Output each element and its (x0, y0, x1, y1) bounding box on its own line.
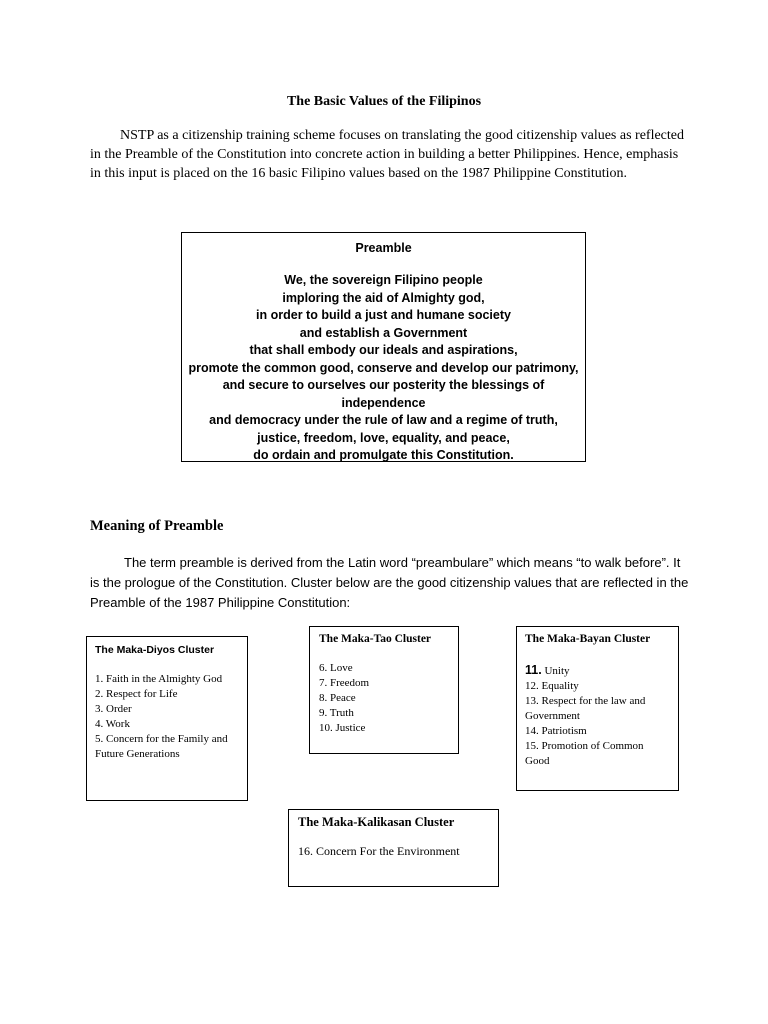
preamble-line: that shall embody our ideals and aspirations, (249, 343, 518, 357)
list-item: 6. Love (319, 662, 353, 674)
list-item: 2. Respect for Life (95, 688, 178, 700)
meaning-paragraph: The term preamble is derived from the Latin word “preambulare” which means “to walk before”. It is the prologue of the Constitution. Cluster below are the good citizenship values that are reflected in the Preamble of the 1987 Philippine Constitution: (90, 555, 689, 610)
cluster-list (525, 663, 670, 769)
preamble-line: do ordain and promulgate this Constitution. (253, 448, 514, 462)
cluster-title: The Maka-Bayan Cluster (525, 633, 651, 645)
preamble-line: promote the common good, conserve and develop our patrimony, (188, 360, 579, 375)
list-item (525, 663, 670, 679)
cluster-maka-bayan (516, 626, 679, 791)
list-item: 7. Freedom (319, 677, 370, 689)
preamble-line: We, the sovereign Filipino people (284, 273, 483, 287)
list-item: 10. Justice (319, 722, 366, 734)
list-item: 16. Concern For the Environment (298, 844, 460, 858)
list-item: 4. Work (95, 718, 130, 730)
meaning-heading: Meaning of Preamble (90, 518, 224, 534)
list-item: 15. Promotion of Common Good (525, 740, 644, 767)
list-item: 1. Faith in the Almighty God (95, 673, 223, 685)
list-item: 14. Patriotism (525, 725, 587, 737)
cluster-list (95, 672, 239, 762)
cluster-maka-diyos (86, 636, 248, 801)
list-item: 3. Order (95, 703, 132, 715)
preamble-line: and secure to ourselves our posterity the blessings of independence (222, 378, 545, 410)
cluster-maka-kalikasan (288, 809, 499, 887)
cluster-list (319, 661, 449, 736)
cluster-title: The Maka-Kalikasan Cluster (298, 815, 455, 829)
item-text: Unity (541, 665, 570, 677)
intro-paragraph: NSTP as a citizenship training scheme focuses on translating the good citizenship values as reflected in the Preamble of the Constitution into concrete action in building a better Philippines. Hence, emphasis in this input is placed on the 16 basic Filipino values based on the 1987 Philippine Constitution. (90, 128, 684, 181)
list-item: 12. Equality (525, 680, 579, 692)
document-title: The Basic Values of the Filipinos (286, 94, 482, 109)
item-number: 11. (525, 663, 542, 677)
preamble-line: imploring the aid of Almighty god, (282, 290, 485, 305)
preamble-title: Preamble (355, 241, 412, 255)
list-item: 13. Respect for the law and Government (525, 695, 646, 722)
cluster-list (298, 844, 489, 859)
preamble-line: justice, freedom, love, equality, and peace, (257, 430, 510, 445)
preamble-line: and establish a Government (299, 325, 468, 340)
list-item: 8. Peace (319, 692, 356, 704)
cluster-maka-tao (309, 626, 459, 754)
preamble-text (182, 272, 585, 465)
list-item: 9. Truth (319, 707, 354, 719)
cluster-title: The Maka-Diyos Cluster (95, 644, 215, 656)
preamble-line: in order to build a just and humane society (256, 308, 511, 322)
list-item: 5. Concern for the Family and Future Generations (95, 733, 228, 760)
preamble-line: and democracy under the rule of law and a regime of truth, (209, 413, 558, 427)
cluster-title: The Maka-Tao Cluster (319, 633, 432, 645)
preamble-box (181, 232, 586, 462)
